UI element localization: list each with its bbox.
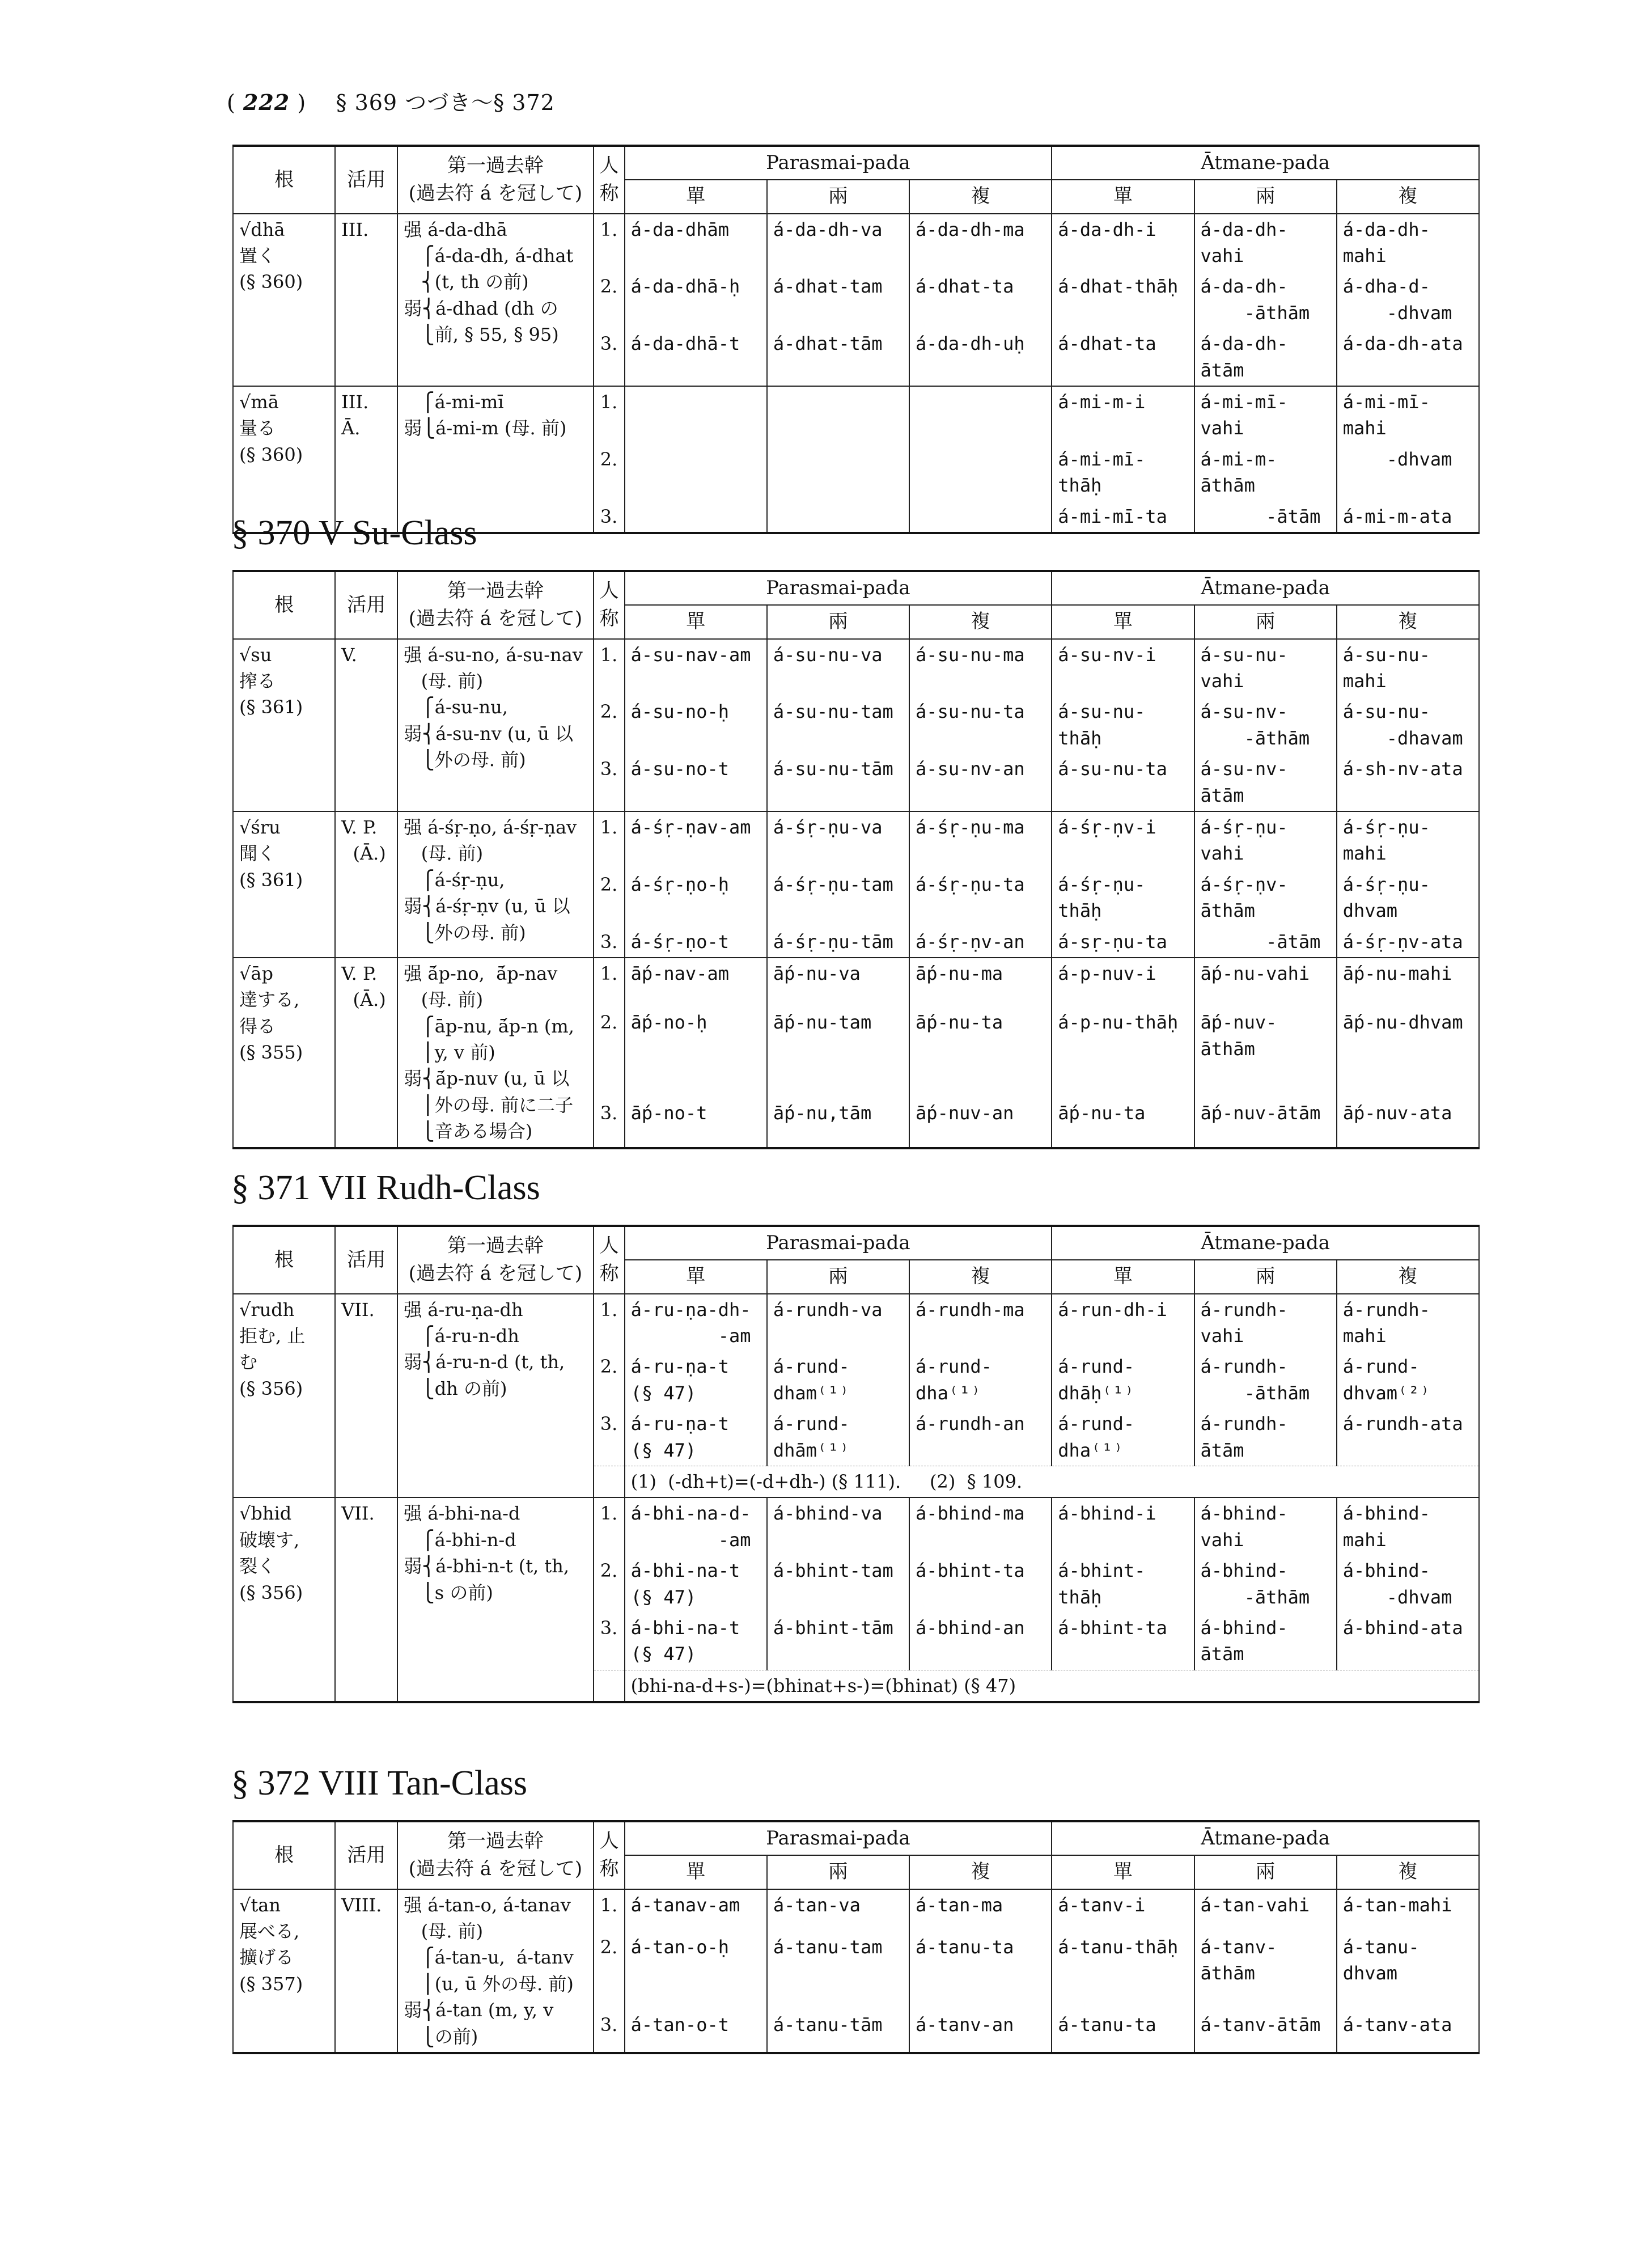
- header-root: 根: [233, 146, 335, 214]
- header-number-pl: 複: [909, 1855, 1052, 1889]
- form-a-sg: á-su-nu-ta: [1052, 754, 1194, 811]
- class-cell: III. Ā.: [335, 386, 397, 533]
- form-a-pl: á-rund-dhvam⁽²⁾: [1337, 1351, 1479, 1408]
- header-person: 人称: [594, 1821, 625, 1889]
- header-number-du: 兩: [1194, 1855, 1337, 1889]
- header-number-sg: 單: [1052, 1855, 1194, 1889]
- person-number: 2.: [594, 696, 625, 754]
- section-heading: § 371 VII Rudh-Class: [231, 1169, 540, 1207]
- form-p-du: á-tanu-tām: [767, 2009, 909, 2053]
- form-p-du: á-śṛ-ṇu-tām: [767, 926, 909, 958]
- form-a-sg: á-tanu-ta: [1052, 2009, 1194, 2053]
- stem-cell: 强 á-ru-ṇa-dh ⎧á-ru-n-dh 弱⎨á-ru-n-d (t, th, ⎩dh の前): [397, 1294, 593, 1498]
- form-a-pl: á-bhind-ata: [1337, 1613, 1479, 1670]
- running-title: § 369 つづき～§ 372: [336, 90, 555, 115]
- header-number-sg: 單: [625, 605, 767, 638]
- header-number-pl: 複: [909, 180, 1052, 213]
- form-a-pl: á-su-nu- -dhavam: [1337, 696, 1479, 754]
- header-number-du: 兩: [1194, 605, 1337, 638]
- form-a-du: á-mi-m-āthām: [1194, 444, 1337, 501]
- form-p-du: ā́p-nu-tam: [767, 1007, 909, 1097]
- form-a-pl: á-mi-m-ata: [1337, 501, 1479, 533]
- footnote: (bhi-na-d+s-)=(bhinat+s-)=(bhinat) (§ 47): [625, 1670, 1479, 1702]
- form-p-pl: á-su-nv-an: [909, 754, 1052, 811]
- class-cell: VII.: [335, 1294, 397, 1498]
- person-number: 3.: [594, 1613, 625, 1670]
- form-a-pl: á-rundh-mahi: [1337, 1294, 1479, 1352]
- header-parasmai-pada: Parasmai-pada: [625, 146, 1052, 180]
- form-p-du: á-śṛ-ṇu-tam: [767, 869, 909, 926]
- form-a-du: ā́p-nuv-āthām: [1194, 1007, 1337, 1097]
- form-p-pl: á-su-nu-ta: [909, 696, 1052, 754]
- header-parasmai-pada: Parasmai-pada: [625, 571, 1052, 605]
- form-a-pl: á-śṛ-ṇv-ata: [1337, 926, 1479, 958]
- conjugation-table: [232, 145, 1480, 534]
- form-a-sg: á-p-nu-thāḥ: [1052, 1007, 1194, 1097]
- form-a-sg: á-tanv-i: [1052, 1889, 1194, 1932]
- header-person: 人称: [594, 146, 625, 214]
- header-person: 人称: [594, 571, 625, 639]
- table-row: [233, 1889, 1479, 1932]
- form-p-pl: á-bhint-ta: [909, 1555, 1052, 1613]
- header-atmane-pada: Ātmane-pada: [1052, 146, 1479, 180]
- form-p-pl: á-rund-dha⁽¹⁾: [909, 1351, 1052, 1408]
- form-p-sg: á-bhi-na-t (§ 47): [625, 1613, 767, 1670]
- header-number-du: 兩: [1194, 180, 1337, 213]
- form-p-pl: á-rundh-ma: [909, 1294, 1052, 1352]
- person-number: 2.: [594, 1351, 625, 1408]
- person-number: 1.: [594, 386, 625, 444]
- form-a-du: á-bhind-ātām: [1194, 1613, 1337, 1670]
- root-cell: √āp 達する, 得る (§ 355): [233, 958, 335, 1148]
- form-a-sg: á-dhat-ta: [1052, 328, 1194, 386]
- header-number-pl: 複: [1337, 180, 1479, 213]
- header-parasmai-pada: Parasmai-pada: [625, 1226, 1052, 1260]
- form-a-du: á-mi-mī-vahi: [1194, 386, 1337, 444]
- form-a-du: á-bhind- -āthām: [1194, 1555, 1337, 1613]
- root-cell: √tan 展べる, 擴げる (§ 357): [233, 1889, 335, 2053]
- person-number: [594, 1670, 625, 1702]
- page-header: [227, 85, 555, 116]
- form-p-sg: á-ru-ṇa-t (§ 47): [625, 1351, 767, 1408]
- root-cell: √su 搾る (§ 361): [233, 639, 335, 811]
- form-a-sg: á-su-nu-thāḥ: [1052, 696, 1194, 754]
- root-cell: √mā 量る (§ 360): [233, 386, 335, 533]
- page-number: 222: [243, 90, 290, 115]
- form-a-du: á-rundh- -āthām: [1194, 1351, 1337, 1408]
- form-a-du: á-da-dh-ātām: [1194, 328, 1337, 386]
- header-class: 活用: [335, 146, 397, 214]
- person-number: 1.: [594, 1497, 625, 1555]
- class-cell: VII.: [335, 1497, 397, 1702]
- form-a-du: á-bhind-vahi: [1194, 1497, 1337, 1555]
- root-cell: √rudh 拒む, 止 む (§ 356): [233, 1294, 335, 1498]
- form-a-sg: á-bhint-thāḥ: [1052, 1555, 1194, 1613]
- form-a-sg: á-mi-mī-thāḥ: [1052, 444, 1194, 501]
- table-row: [233, 214, 1479, 272]
- header-root: 根: [233, 1226, 335, 1294]
- person-number: 2.: [594, 271, 625, 328]
- header-number-pl: 複: [1337, 1260, 1479, 1293]
- form-p-du: á-su-nu-tam: [767, 696, 909, 754]
- header-number-pl: 複: [1337, 605, 1479, 638]
- class-cell: V.: [335, 639, 397, 811]
- form-p-pl: á-śṛ-ṇu-ta: [909, 869, 1052, 926]
- form-p-du: á-rund-dhām⁽¹⁾: [767, 1408, 909, 1466]
- form-p-pl: á-bhind-an: [909, 1613, 1052, 1670]
- header-number-sg: 單: [625, 180, 767, 213]
- header-number-du: 兩: [1194, 1260, 1337, 1293]
- form-a-pl: á-tanu-dhvam: [1337, 1932, 1479, 2009]
- form-p-sg: ā́p-no-ḥ: [625, 1007, 767, 1097]
- form-p-du: á-rundh-va: [767, 1294, 909, 1352]
- table-row: [233, 1294, 1479, 1352]
- header-number-du: 兩: [767, 180, 909, 213]
- form-p-du: á-bhint-tām: [767, 1613, 909, 1670]
- person-number: 3.: [594, 1408, 625, 1466]
- page-number-open: (: [227, 90, 236, 115]
- person-number: 2.: [594, 1932, 625, 2009]
- form-p-sg: á-śṛ-ṇo-t: [625, 926, 767, 958]
- form-p-du: á-su-nu-va: [767, 639, 909, 697]
- section-heading: § 370 V Su-Class: [231, 514, 477, 552]
- form-p-du: á-rund-dham⁽¹⁾: [767, 1351, 909, 1408]
- form-p-pl: ā́p-nu-ta: [909, 1007, 1052, 1097]
- person-number: 1.: [594, 1294, 625, 1352]
- stem-cell: 强 á-tan-o, á-tanav (母. 前) ⎧á-tan-u, á-tanv ⎪(u, ū 外の母. 前) 弱⎨á-tan (m, y, v ⎩の前): [397, 1889, 593, 2053]
- header-parasmai-pada: Parasmai-pada: [625, 1821, 1052, 1855]
- form-a-sg: á-bhind-i: [1052, 1497, 1194, 1555]
- form-a-pl: á-tan-mahi: [1337, 1889, 1479, 1932]
- form-a-pl: á-bhind- -dhvam: [1337, 1555, 1479, 1613]
- form-a-pl: ā́p-nuv-ata: [1337, 1098, 1479, 1148]
- person-number: 1.: [594, 958, 625, 1007]
- form-p-sg: á-su-nav-am: [625, 639, 767, 697]
- form-p-du: á-śṛ-ṇu-va: [767, 811, 909, 869]
- form-p-pl: á-tanu-ta: [909, 1932, 1052, 2009]
- section-heading: § 372 VIII Tan-Class: [231, 1764, 528, 1802]
- person-number: 3.: [594, 501, 625, 533]
- form-p-sg: á-bhi-na-t (§ 47): [625, 1555, 767, 1613]
- person-number: 3.: [594, 926, 625, 958]
- form-p-sg: á-bhi-na-d- -am: [625, 1497, 767, 1555]
- form-p-pl: á-bhind-ma: [909, 1497, 1052, 1555]
- conjugation-table: [232, 1225, 1480, 1703]
- root-cell: √śru 聞く (§ 361): [233, 811, 335, 958]
- form-a-du: á-su-nv-ātām: [1194, 754, 1337, 811]
- form-a-pl: á-tanv-ata: [1337, 2009, 1479, 2053]
- class-cell: III.: [335, 214, 397, 386]
- person-number: [594, 1466, 625, 1497]
- header-class: 活用: [335, 1226, 397, 1294]
- stem-cell: 强 á-da-dhā ⎧á-da-dh, á-dhat ⎨(t, th の前) 弱⎨á-dhad (dh の ⎩前, § 55, § 95): [397, 214, 593, 386]
- header-number-sg: 單: [1052, 605, 1194, 638]
- header-root: 根: [233, 571, 335, 639]
- table-row: [233, 958, 1479, 1007]
- form-a-sg: á-dhat-thāḥ: [1052, 271, 1194, 328]
- form-a-du: á-śṛ-ṇv-āthām: [1194, 869, 1337, 926]
- form-a-sg: á-tanu-thāḥ: [1052, 1932, 1194, 2009]
- conjugation-table: [232, 1820, 1480, 2054]
- header-number-pl: 複: [909, 1260, 1052, 1293]
- form-p-du: ā́p-nu,tām: [767, 1098, 909, 1148]
- header-person: 人称: [594, 1226, 625, 1294]
- form-a-pl: ā́p-nu-mahi: [1337, 958, 1479, 1007]
- person-number: 3.: [594, 2009, 625, 2053]
- form-a-du: -ātām: [1194, 926, 1337, 958]
- form-p-sg: á-da-dhā-ḥ: [625, 271, 767, 328]
- form-a-du: á-su-nv- -āthām: [1194, 696, 1337, 754]
- form-a-pl: ā́p-nu-dhvam: [1337, 1007, 1479, 1097]
- stem-cell: 强 á-su-no, á-su-nav (母. 前) ⎧á-su-nu, 弱⎨á-su-nv (u, ū 以 ⎩外の母. 前): [397, 639, 593, 811]
- form-p-pl: [909, 444, 1052, 501]
- form-a-pl: á-da-dh-mahi: [1337, 214, 1479, 272]
- form-a-pl: á-su-nu-mahi: [1337, 639, 1479, 697]
- form-a-pl: á-dha-d- -dhvam: [1337, 271, 1479, 328]
- person-number: 1.: [594, 214, 625, 272]
- form-a-du: á-tan-vahi: [1194, 1889, 1337, 1932]
- header-class: 活用: [335, 1821, 397, 1889]
- form-p-sg: [625, 501, 767, 533]
- form-p-sg: á-tan-o-t: [625, 2009, 767, 2053]
- stem-cell: ⎧á-mi-mī 弱⎩á-mi-m (母. 前): [397, 386, 593, 533]
- person-number: 2.: [594, 869, 625, 926]
- person-number: 3.: [594, 328, 625, 386]
- footnote: (1) (-dh+t)=(-d+dh-) (§ 111). (2) § 109.: [625, 1466, 1479, 1497]
- header-number-sg: 單: [625, 1260, 767, 1293]
- form-p-pl: [909, 501, 1052, 533]
- form-p-sg: á-tan-o-ḥ: [625, 1932, 767, 2009]
- form-p-du: á-dhat-tam: [767, 271, 909, 328]
- form-p-sg: á-tanav-am: [625, 1889, 767, 1932]
- form-a-sg: á-rund-dhāḥ⁽¹⁾: [1052, 1351, 1194, 1408]
- form-a-du: á-rundh-ātām: [1194, 1408, 1337, 1466]
- form-a-pl: á-mi-mī-mahi: [1337, 386, 1479, 444]
- header-root: 根: [233, 1821, 335, 1889]
- person-number: 3.: [594, 754, 625, 811]
- form-p-du: á-dhat-tām: [767, 328, 909, 386]
- class-cell: V. P. (Ā.): [335, 811, 397, 958]
- form-a-sg: ā́p-nu-ta: [1052, 1098, 1194, 1148]
- header-stem: 第一過去幹 (過去符 á を冠して): [397, 146, 593, 214]
- form-p-pl: á-da-dh-uḥ: [909, 328, 1052, 386]
- form-p-pl: á-śṛ-ṇv-an: [909, 926, 1052, 958]
- header-number-du: 兩: [767, 1855, 909, 1889]
- form-p-pl: á-tanv-an: [909, 2009, 1052, 2053]
- form-a-pl: á-da-dh-ata: [1337, 328, 1479, 386]
- form-p-pl: á-dhat-ta: [909, 271, 1052, 328]
- form-a-pl: á-śṛ-ṇu-mahi: [1337, 811, 1479, 869]
- form-p-du: á-su-nu-tām: [767, 754, 909, 811]
- header-number-du: 兩: [767, 605, 909, 638]
- table-row: [233, 639, 1479, 697]
- form-a-du: á-tanv-āthām: [1194, 1932, 1337, 2009]
- person-number: 3.: [594, 1098, 625, 1148]
- form-p-du: [767, 501, 909, 533]
- form-p-pl: á-śṛ-ṇu-ma: [909, 811, 1052, 869]
- form-p-sg: [625, 386, 767, 444]
- form-p-sg: á-da-dhā-t: [625, 328, 767, 386]
- form-p-sg: á-ru-ṇa-dh- -am: [625, 1294, 767, 1352]
- form-a-sg: á-mi-mī-ta: [1052, 501, 1194, 533]
- header-atmane-pada: Ātmane-pada: [1052, 1226, 1479, 1260]
- form-a-sg: á-su-nv-i: [1052, 639, 1194, 697]
- header-number-sg: 單: [625, 1855, 767, 1889]
- form-a-du: ā́p-nuv-ātām: [1194, 1098, 1337, 1148]
- form-p-pl: ā́p-nuv-an: [909, 1098, 1052, 1148]
- form-p-du: á-tan-va: [767, 1889, 909, 1932]
- form-p-pl: á-rundh-an: [909, 1408, 1052, 1466]
- form-a-sg: á-p-nuv-i: [1052, 958, 1194, 1007]
- class-cell: V. P. (Ā.): [335, 958, 397, 1148]
- form-p-sg: ā́p-no-t: [625, 1098, 767, 1148]
- root-cell: √bhid 破壊す, 裂く (§ 356): [233, 1497, 335, 1702]
- form-p-sg: ā́p-nav-am: [625, 958, 767, 1007]
- header-number-pl: 複: [1337, 1855, 1479, 1889]
- stem-cell: 强 ā́p-no, ā́p-nav (母. 前) ⎧āp-nu, ā́p-n (m, ⎪y, v 前) 弱⎨ā́p-nuv (u, ū 以 ⎪外の母. 前に二子 ⎩音ある場合): [397, 958, 593, 1148]
- form-a-sg: á-śṛ-ṇu-thāḥ: [1052, 869, 1194, 926]
- form-a-du: á-da-dh- -āthām: [1194, 271, 1337, 328]
- form-a-pl: á-rundh-ata: [1337, 1408, 1479, 1466]
- form-a-sg: á-bhint-ta: [1052, 1613, 1194, 1670]
- person-number: 1.: [594, 811, 625, 869]
- form-p-du: á-tanu-tam: [767, 1932, 909, 2009]
- stem-cell: 强 á-śṛ-ṇo, á-śṛ-ṇav (母. 前) ⎧á-śṛ-ṇu, 弱⎨á-śṛ-ṇv (u, ū 以 ⎩外の母. 前): [397, 811, 593, 958]
- conjugation-table: [232, 570, 1480, 1149]
- form-p-pl: á-da-dh-ma: [909, 214, 1052, 272]
- person-number: 1.: [594, 639, 625, 697]
- person-number: 1.: [594, 1889, 625, 1932]
- header-number-pl: 複: [909, 605, 1052, 638]
- form-p-sg: [625, 444, 767, 501]
- form-a-sg: á-run-dh-i: [1052, 1294, 1194, 1352]
- form-a-du: á-rundh-vahi: [1194, 1294, 1337, 1352]
- person-number: 2.: [594, 1007, 625, 1097]
- form-a-du: ā́p-nu-vahi: [1194, 958, 1337, 1007]
- form-p-pl: á-tan-ma: [909, 1889, 1052, 1932]
- header-stem: 第一過去幹 (過去符 á を冠して): [397, 571, 593, 639]
- form-a-pl: á-sh-nv-ata: [1337, 754, 1479, 811]
- header-atmane-pada: Ātmane-pada: [1052, 1821, 1479, 1855]
- root-cell: √dhā 置く (§ 360): [233, 214, 335, 386]
- person-number: 2.: [594, 444, 625, 501]
- form-p-du: [767, 386, 909, 444]
- header-number-sg: 單: [1052, 1260, 1194, 1293]
- form-p-sg: á-ru-ṇa-t (§ 47): [625, 1408, 767, 1466]
- form-p-sg: á-śṛ-ṇav-am: [625, 811, 767, 869]
- form-p-sg: á-da-dhām: [625, 214, 767, 272]
- form-p-sg: á-su-no-ḥ: [625, 696, 767, 754]
- form-p-du: ā́p-nu-va: [767, 958, 909, 1007]
- form-a-du: -ātām: [1194, 501, 1337, 533]
- form-p-du: [767, 444, 909, 501]
- table-row: [233, 386, 1479, 444]
- form-a-du: á-da-dh-vahi: [1194, 214, 1337, 272]
- form-p-sg: á-su-no-t: [625, 754, 767, 811]
- form-a-sg: á-da-dh-i: [1052, 214, 1194, 272]
- form-a-du: á-tanv-ātām: [1194, 2009, 1337, 2053]
- form-a-du: á-śṛ-ṇu-vahi: [1194, 811, 1337, 869]
- header-class: 活用: [335, 571, 397, 639]
- form-p-pl: [909, 386, 1052, 444]
- table-row: [233, 1497, 1479, 1555]
- stem-cell: 强 á-bhi-na-d ⎧á-bhi-n-d 弱⎨á-bhi-n-t (t, th, ⎩s の前): [397, 1497, 593, 1702]
- form-a-pl: á-bhind-mahi: [1337, 1497, 1479, 1555]
- header-number-du: 兩: [767, 1260, 909, 1293]
- form-a-du: á-su-nu-vahi: [1194, 639, 1337, 697]
- header-number-sg: 單: [1052, 180, 1194, 213]
- form-p-pl: ā́p-nu-ma: [909, 958, 1052, 1007]
- form-a-sg: á-śṛ-ṇv-i: [1052, 811, 1194, 869]
- form-a-pl: -dhvam: [1337, 444, 1479, 501]
- form-a-sg: á-sṛ-ṇu-ta: [1052, 926, 1194, 958]
- header-stem: 第一過去幹 (過去符 á を冠して): [397, 1226, 593, 1294]
- table-row: [233, 811, 1479, 869]
- header-stem: 第一過去幹 (過去符 á を冠して): [397, 1821, 593, 1889]
- form-a-sg: á-mi-m-i: [1052, 386, 1194, 444]
- form-p-pl: á-su-nu-ma: [909, 639, 1052, 697]
- page-number-close: ): [297, 90, 307, 115]
- header-atmane-pada: Ātmane-pada: [1052, 571, 1479, 605]
- person-number: 2.: [594, 1555, 625, 1613]
- form-p-sg: á-śṛ-ṇo-ḥ: [625, 869, 767, 926]
- form-p-du: á-bhind-va: [767, 1497, 909, 1555]
- form-p-du: á-da-dh-va: [767, 214, 909, 272]
- form-a-pl: á-śṛ-ṇu-dhvam: [1337, 869, 1479, 926]
- form-a-sg: á-rund-dha⁽¹⁾: [1052, 1408, 1194, 1466]
- class-cell: VIII.: [335, 1889, 397, 2053]
- form-p-du: á-bhint-tam: [767, 1555, 909, 1613]
